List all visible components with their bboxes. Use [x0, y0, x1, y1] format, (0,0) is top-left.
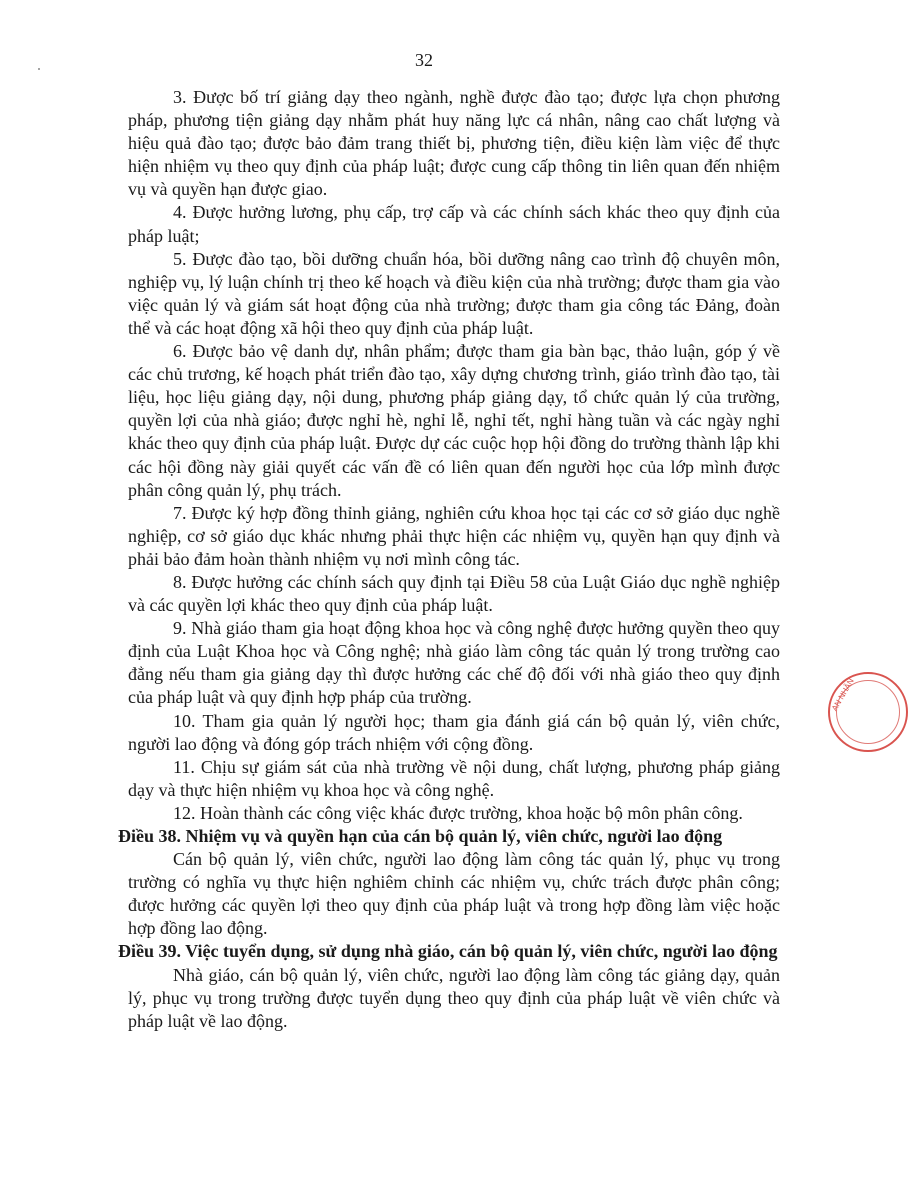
document-body: [118, 86, 780, 1033]
paragraph-item-5: 5. Được đào tạo, bồi dưỡng chuẩn hóa, bồi dưỡng nâng cao trình độ chuyên môn, nghiệp vụ, lý luận chính trị theo kế hoạch và điều kiện của nhà trường; được tham gia vào việc quản lý và giám sát hoạt động của nhà trường; được tham gia công tác Đảng, đoàn thể và các hoạt động xã hội theo quy định của pháp luật.: [128, 248, 780, 338]
paragraph-item-6: 6. Được bảo vệ danh dự, nhân phẩm; được tham gia bàn bạc, thảo luận, góp ý về các chủ trương, kế hoạch phát triển đào tạo, xây dựng chương trình, giáo trình đào tạo, tài liệu, học liệu giảng dạy, nội dung, phương pháp giảng dạy, tổ chức quản lý của trường, quyền lợi của nhà giáo; được nghỉ hè, nghỉ lễ, nghỉ tết, nghỉ hàng tuần và các ngày nghỉ khác theo quy định của pháp luật. Được dự các cuộc họp hội đồng do trường thành lập khi các hội đồng này giải quyết các vấn đề có liên quan đến người học của lớp mình được phân công quản lý, phụ trách.: [128, 341, 780, 500]
paragraph-item-11: 11. Chịu sự giám sát của nhà trường về nội dung, chất lượng, phương pháp giảng dạy và thực hiện nhiệm vụ khoa học và công nghệ.: [128, 756, 780, 800]
paragraph-item-3: 3. Được bố trí giảng dạy theo ngành, nghề được đào tạo; được lựa chọn phương pháp, phương tiện giảng dạy nhằm phát huy năng lực cá nhân, nâng cao chất lượng và hiệu quả đào tạo; được bảo đảm trang thiết bị, phương tiện, điều kiện làm việc để thực hiện nhiệm vụ theo quy định của pháp luật; được cung cấp thông tin liên quan đến nhiệm vụ và quyền hạn được giao.: [128, 87, 780, 200]
article-39-heading: Điều 39. Việc tuyển dụng, sử dụng nhà giáo, cán bộ quản lý, viên chức, người lao động: [118, 941, 778, 962]
article-38-heading: Điều 38. Nhiệm vụ và quyền hạn của cán bộ quản lý, viên chức, người lao động: [118, 826, 723, 846]
seal-text: AN NHÂN: [830, 676, 856, 713]
paragraph-item-12: 12. Hoàn thành các công việc khác được trường, khoa hoặc bộ môn phân công.: [173, 802, 743, 823]
article-39-body: Nhà giáo, cán bộ quản lý, viên chức, người lao động làm công tác giảng dạy, quản lý, phục vụ trong trường được tuyển dụng theo quy định của pháp luật về viên chức và pháp luật về lao động.: [128, 964, 780, 1031]
paragraph-item-8: 8. Được hưởng các chính sách quy định tại Điều 58 của Luật Giáo dục nghề nghiệp và các quyền lợi khác theo quy định của pháp luật.: [128, 571, 780, 616]
paragraph-item-9: 9. Nhà giáo tham gia hoạt động khoa học và công nghệ được hưởng quyền theo quy định của Luật Khoa học và Công nghệ; nhà giáo làm công tác quản lý trong trường cao đẳng nếu tham gia giảng dạy thì được hưởng các chế độ đối với nhà giáo theo quy định của pháp luật và quy định hợp pháp của trường.: [128, 618, 780, 708]
paragraph-item-10: 10. Tham gia quản lý người học; tham gia đánh giá cán bộ quản lý, viên chức, người lao động và đóng góp trách nhiệm với cộng đồng.: [128, 710, 780, 754]
red-seal-stamp: [822, 668, 892, 768]
paragraph-item-4: 4. Được hưởng lương, phụ cấp, trợ cấp và các chính sách khác theo quy định của pháp luật;: [128, 202, 780, 246]
paragraph-item-7: 7. Được ký hợp đồng thỉnh giảng, nghiên cứu khoa học tại các cơ sở giáo dục nghề nghiệp, cơ sở giáo dục khác nhưng phải thực hiện các nhiệm vụ, quyền hạn quy định và phải bảo đảm hoàn thành nhiệm vụ nơi mình công tác.: [128, 502, 780, 569]
page-number: 32: [415, 50, 433, 70]
article-38-body: Cán bộ quản lý, viên chức, người lao động làm công tác quản lý, phục vụ trong trường có nghĩa vụ thực hiện nghiêm chỉnh các nhiệm vụ, chức trách được phân công; được hưởng các quyền lợi theo quy định của pháp luật và trong hợp đồng làm việc hoặc hợp đồng lao động.: [128, 849, 780, 939]
